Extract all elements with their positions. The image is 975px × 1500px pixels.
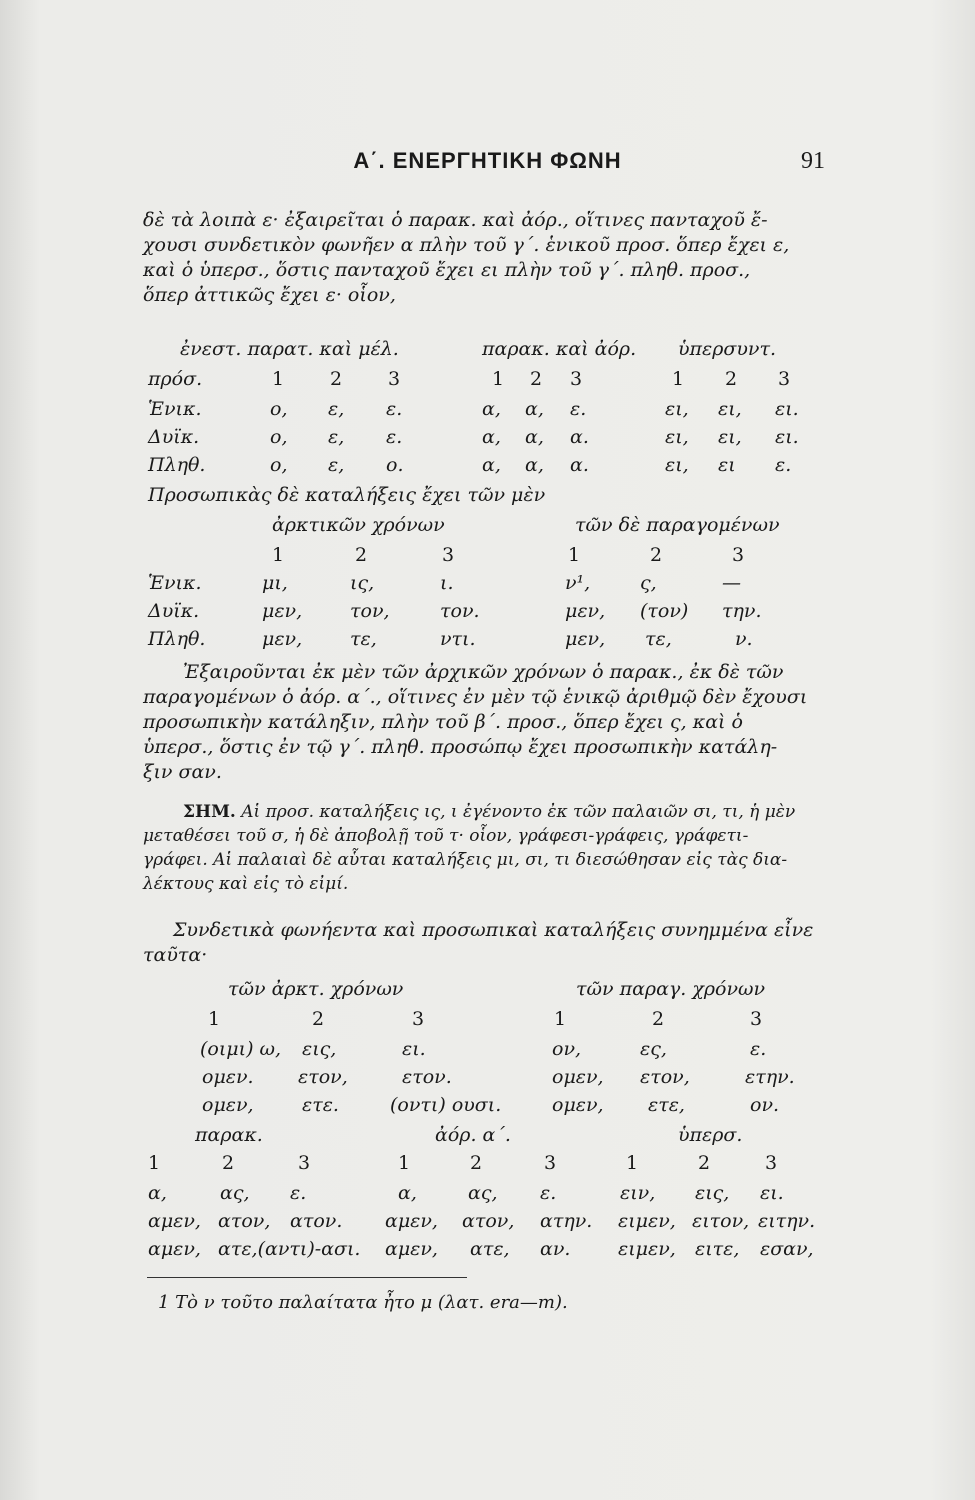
table-cell: ειτον,	[692, 1210, 750, 1232]
table-cell: ατην.	[540, 1210, 593, 1232]
text-line: ξιν σαν.	[143, 761, 222, 783]
table-cell: ε.	[386, 426, 403, 448]
group-header: τῶν παραγ. χρόνων	[576, 978, 766, 1000]
text-line: ταῦτα·	[143, 944, 208, 966]
table-cell: ει,	[718, 426, 742, 448]
table-cell: ομεν,	[202, 1094, 254, 1116]
text-line: μεταθέσει τοῦ σ, ἡ δὲ ἀποβολῇ τοῦ τ· οἷον, γράφεσι-γράφεις, γράφετι-	[143, 826, 749, 846]
text-line: παραγομένων ὁ ἀόρ. α΄., οἵτινες ἐν μὲν τῷ ἑνικῷ ἀριθμῷ δὲν ἔχουσι	[143, 686, 808, 708]
note-block	[143, 800, 823, 896]
person-number: 3	[570, 368, 583, 390]
table-cell: ει,	[665, 426, 689, 448]
table-cell: ας,	[468, 1182, 498, 1204]
row-label: πρόσ.	[148, 368, 203, 390]
table-cell: α,	[482, 426, 501, 448]
person-number: 3	[732, 544, 745, 566]
text-line: καὶ ὁ ὑπερσ., ὅστις πανταχοῦ ἔχει ει πλὴν τοῦ γ΄. πληθ. προσ.,	[143, 259, 751, 281]
table-cell: αμεν,	[385, 1238, 438, 1260]
group-header: ὑπερσυντ.	[678, 338, 777, 360]
table-cell: ε.	[290, 1182, 307, 1204]
person-number: 3	[778, 368, 791, 390]
table-cell: ειτην.	[758, 1210, 816, 1232]
table-cell: ειτε,	[695, 1238, 740, 1260]
person-number: 3	[750, 1008, 763, 1030]
table-cell: ν¹,	[565, 572, 591, 594]
table-cell: α,	[525, 398, 544, 420]
person-number: 3	[544, 1152, 557, 1174]
text-line: προσωπικὴν κατάληξιν, πλὴν τοῦ β΄. προσ., ὅπερ ἔχει ς, καὶ ὁ	[143, 711, 743, 733]
person-number: 1	[554, 1008, 567, 1030]
text-line: Προσωπικὰς δὲ καταλήξεις ἔχει τῶν μὲν	[148, 484, 546, 506]
table-cell: ειμεν,	[618, 1238, 676, 1260]
table-cell: ετε.	[302, 1094, 339, 1116]
table-cell: ει,	[665, 454, 689, 476]
table-cell: ε.	[570, 398, 587, 420]
table-cell: ετον,	[298, 1066, 348, 1088]
table-cell: ει.	[402, 1038, 426, 1060]
table-cell: ο,	[270, 454, 288, 476]
table-cell: εις,	[695, 1182, 730, 1204]
table-cell: μι,	[262, 572, 288, 594]
group-header: τῶν ἀρκτ. χρόνων	[228, 978, 404, 1000]
page-number: 91	[801, 148, 825, 174]
table-cell: α,	[525, 454, 544, 476]
text-line: λέκτους καὶ εἰς τὸ εἰμί.	[143, 874, 349, 894]
table-cell: ει,	[665, 398, 689, 420]
table-cell: την.	[722, 600, 762, 622]
footnote: 1 Τὸ ν τοῦτο παλαίτατα ἦτο μ (λατ. era—m).	[158, 1292, 568, 1313]
text-line	[143, 800, 823, 824]
table-cell: ι.	[440, 572, 454, 594]
person-number: 2	[650, 544, 663, 566]
group-header: παρακ. καὶ ἀόρ.	[482, 338, 637, 360]
group-header: ἐνεστ. παρατ. καὶ μέλ.	[180, 338, 399, 360]
text-line: δὲ τὰ λοιπὰ ε· ἐξαιρεῖται ὁ παρακ. καὶ ἀόρ., οἵτινες πανταχοῦ ἔ-	[143, 209, 768, 231]
table-cell: α.	[570, 454, 589, 476]
table-cell: εσαν,	[760, 1238, 814, 1260]
table-cell: ε,	[328, 398, 345, 420]
table-cell: ει.	[775, 426, 799, 448]
group-header: τῶν δὲ παραγομένων	[575, 514, 780, 536]
table-cell: ε.	[750, 1038, 767, 1060]
person-number: 1	[492, 368, 505, 390]
table-cell: ον.	[750, 1094, 780, 1116]
table-cell: ατε,(αντι)-ασι.	[218, 1238, 361, 1260]
table-cell: ει.	[775, 398, 799, 420]
group-header: ὑπερσ.	[678, 1124, 743, 1146]
table-cell: ο,	[270, 426, 288, 448]
row-label: Ἑνικ.	[148, 572, 202, 594]
note-text: Αἱ προσ. καταλήξεις ις, ι ἐγένοντο ἐκ τῶν παλαιῶν σι, τι, ἡ μὲν	[241, 802, 796, 822]
person-number: 1	[626, 1152, 639, 1174]
table-cell: ει,	[718, 398, 742, 420]
table-cell: ε,	[328, 454, 345, 476]
person-number: 2	[470, 1152, 483, 1174]
table-cell: α,	[525, 426, 544, 448]
table-cell: ειμεν,	[618, 1210, 676, 1232]
table-cell: ε.	[775, 454, 792, 476]
page-header-title: Α΄. ΕΝΕΡΓΗΤΙΚΗ ΦΩΝΗ	[353, 148, 622, 173]
text-line: ὅπερ ἀττικῶς ἔχει ε· οἷον,	[143, 284, 396, 306]
table-cell: αμεν,	[385, 1210, 438, 1232]
person-number: 1	[208, 1008, 221, 1030]
table-cell: ομεν,	[552, 1066, 604, 1088]
person-number: 2	[222, 1152, 235, 1174]
table-cell: α.	[570, 426, 589, 448]
table-cell: αμεν,	[148, 1210, 201, 1232]
person-number: 1	[272, 544, 285, 566]
table-cell: ντι.	[440, 628, 476, 650]
table-cell: α,	[148, 1182, 167, 1204]
group-header: ἀόρ. α΄.	[435, 1124, 511, 1146]
person-number: 3	[765, 1152, 778, 1174]
person-number: 2	[355, 544, 368, 566]
table-cell: ε.	[386, 398, 403, 420]
person-number: 1	[148, 1152, 161, 1174]
table-cell: μεν,	[262, 628, 303, 650]
table-cell: ν.	[735, 628, 753, 650]
row-label: Δυϊκ.	[148, 600, 200, 622]
person-number: 3	[388, 368, 401, 390]
table-cell: ει.	[760, 1182, 784, 1204]
table-cell: ες,	[640, 1038, 667, 1060]
table-cell: ετον,	[640, 1066, 690, 1088]
table-cell: ον,	[552, 1038, 582, 1060]
table-cell: α,	[398, 1182, 417, 1204]
person-number: 2	[312, 1008, 325, 1030]
group-header: παρακ.	[195, 1124, 263, 1146]
table-cell: ε.	[540, 1182, 557, 1204]
table-cell: α,	[482, 398, 501, 420]
paragraph-3	[143, 918, 823, 968]
table-cell: ατον,	[462, 1210, 515, 1232]
table-cell: τε,	[350, 628, 377, 650]
table-cell: τε,	[645, 628, 672, 650]
person-number: 2	[652, 1008, 665, 1030]
table-cell: ας,	[220, 1182, 250, 1204]
paragraph-1	[143, 208, 823, 308]
text-line: Ἐξαιροῦνται ἐκ μὲν τῶν ἀρχικῶν χρόνων ὁ παρακ., ἐκ δὲ τῶν	[183, 661, 784, 683]
person-number: 2	[530, 368, 543, 390]
person-number: 3	[298, 1152, 311, 1174]
table-cell: ατον,	[218, 1210, 271, 1232]
person-number: 1	[568, 544, 581, 566]
row-label: Δυϊκ.	[148, 426, 200, 448]
table-cell: τον.	[440, 600, 480, 622]
table-cell: ατον.	[290, 1210, 343, 1232]
table-cell: ομεν.	[202, 1066, 254, 1088]
table-cell: (οντι) ουσι.	[390, 1094, 502, 1116]
table-cell: τον,	[350, 600, 390, 622]
row-label: Πληθ.	[148, 454, 206, 476]
footnote-divider	[147, 1277, 467, 1278]
table-cell: μεν,	[565, 600, 606, 622]
person-number: 1	[672, 368, 685, 390]
table-cell: αν.	[540, 1238, 571, 1260]
table-cell: ς,	[640, 572, 657, 594]
table-cell: ις,	[350, 572, 375, 594]
row-label: Πληθ.	[148, 628, 206, 650]
group-header: ἀρκτικῶν χρόνων	[272, 514, 445, 536]
table-cell: (τον)	[640, 600, 689, 622]
person-number: 1	[272, 368, 285, 390]
table-cell: μεν,	[565, 628, 606, 650]
table-cell: ε,	[328, 426, 345, 448]
table-cell: ετε,	[648, 1094, 685, 1116]
note-label: ΣΗΜ.	[183, 802, 236, 822]
table-cell: (οιμι) ω,	[200, 1038, 282, 1060]
table-cell: ο.	[386, 454, 404, 476]
text-line: Συνδετικὰ φωνήεντα καὶ προσωπικαὶ καταλήξεις συνημμένα εἶνε	[173, 919, 814, 941]
table-cell: ει	[718, 454, 736, 476]
person-number: 2	[698, 1152, 711, 1174]
table-cell: εις,	[302, 1038, 337, 1060]
person-number: 2	[330, 368, 343, 390]
table-cell: ομεν,	[552, 1094, 604, 1116]
table-cell: ο,	[270, 398, 288, 420]
table-cell: α,	[482, 454, 501, 476]
person-number: 3	[442, 544, 455, 566]
table-cell: ειν,	[620, 1182, 656, 1204]
row-label: Ἑνικ.	[148, 398, 202, 420]
paragraph-2	[143, 660, 823, 785]
table-cell: αμεν,	[148, 1238, 201, 1260]
text-line: γράφει. Αἱ παλαιαὶ δὲ αὗται καταλήξεις μι, σι, τι διεσώθησαν εἰς τὰς δια-	[143, 850, 788, 870]
person-number: 2	[725, 368, 738, 390]
table-cell: ετον.	[402, 1066, 452, 1088]
text-line: ὑπερσ., ὅστις ἐν τῷ γ΄. πληθ. προσώπῳ ἔχει προσωπικὴν κατάλη-	[143, 736, 778, 758]
person-number: 3	[412, 1008, 425, 1030]
person-number: 1	[398, 1152, 411, 1174]
table-cell: μεν,	[262, 600, 303, 622]
table-cell: —	[722, 572, 741, 594]
table-cell: ατε,	[470, 1238, 510, 1260]
table-cell: ετην.	[745, 1066, 795, 1088]
text-line: χουσι συνδετικὸν φωνῆεν α πλὴν τοῦ γ΄. ἑνικοῦ προσ. ὅπερ ἔχει ε,	[143, 234, 790, 256]
